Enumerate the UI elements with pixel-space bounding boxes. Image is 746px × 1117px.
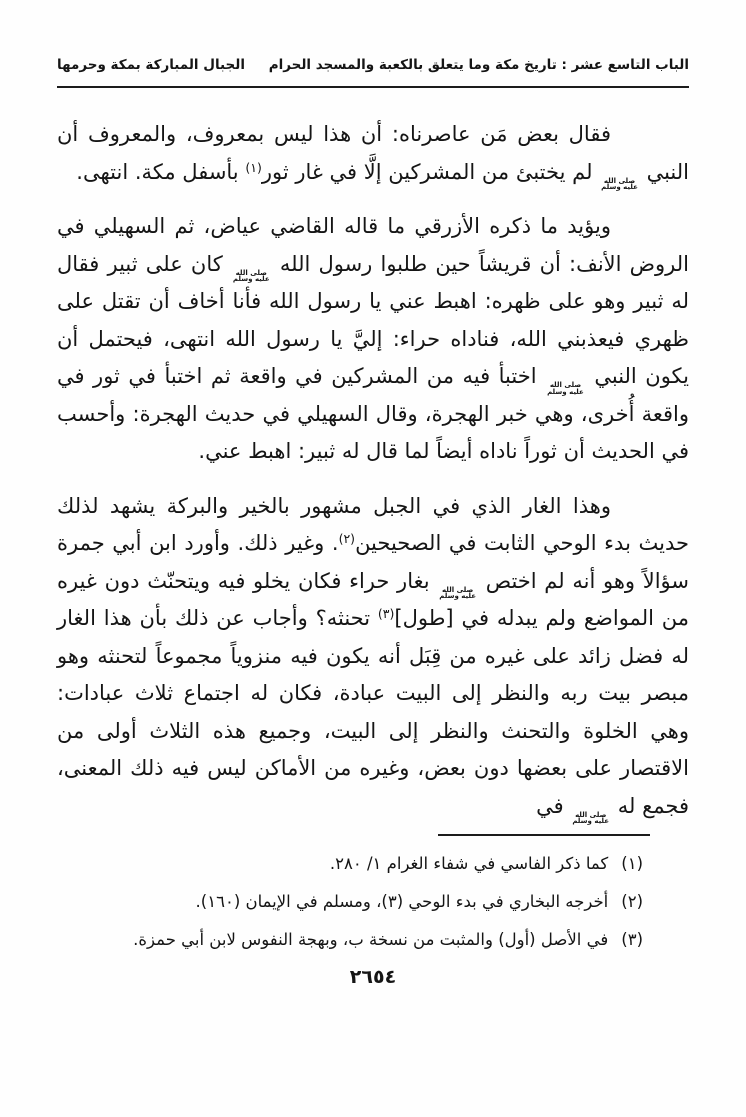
- footnote-row: [57, 921, 643, 959]
- page-header: [57, 57, 689, 88]
- footnote-row: [57, 883, 643, 921]
- saw-honorific-icon: صلى الله عليه وسلم: [601, 176, 638, 191]
- paragraph: ويؤيد ما ذكره الأزرقي ما قاله القاضي عياض، ثم السهيلي في الروض الأنف: أن قريشاً حين طلبوا رسول الله صلى الله عليه وسلم كان على ثبير فقال له ثبير وهو على ظهره: اهبط عني يا رسول الله فأنا أخاف أن تقتل على ظهري فيعذبني الله، فناداه حراء: إليَّ يا رسول الله انتهى، فيحتمل أن يكون النبي صلى الله عليه وسلم اختبأ فيه من المشركين في واقعة ثم اختبأ في ثور في واقعة أُخرى، وهي خبر الهجرة، وقال السهيلي في حديث الهجرة: وأحسب في الحديث أن ثوراً ناداه أيضاً لما قال له ثبير: اهبط عني.: [57, 214, 690, 463]
- header-section-title: الجبال المباركة بمكة وحرمها: [57, 57, 245, 73]
- saw-honorific-icon: صلى الله عليه وسلم: [547, 381, 584, 396]
- page-footer: [57, 834, 689, 988]
- footnote-ref: (٢): [338, 531, 356, 546]
- saw-honorific-icon: صلى الله عليه وسلم: [572, 810, 610, 825]
- page-number: ٢٦٥٤: [349, 966, 397, 988]
- footnote-separator: [438, 834, 650, 836]
- header-chapter-title: الباب التاسع عشر : تاريخ مكة وما يتعلق بالكعبة والمسجد الحرام: [268, 57, 689, 73]
- footnote-number: (١): [621, 854, 643, 873]
- footnote-number: (٣): [621, 930, 643, 949]
- footnote-text: أخرجه البخاري في بدء الوحي (٣)، ومسلم في الإيمان (١٦٠).: [195, 892, 609, 911]
- saw-honorific-icon: صلى الله عليه وسلم: [439, 585, 477, 600]
- footnote-text: كما ذكر الفاسي في شفاء الغرام ١/ ٢٨٠.: [329, 854, 609, 873]
- paragraph: وهذا الغار الذي في الجبل مشهور بالخير والبركة يشهد لذلك حديث بدء الوحي الثابت في الصحيحين$^{(٢)}$. وغير ذلك. وأورد ابن أبي جمرة سؤالاً وهو أنه لم اختص صلى الله عليه وسلم بغار حراء فكان يخلو فيه ويتحنّث دون غيره من المواضع ولم يبدله في [طول]$^{(٣)}$ تحنثه؟ وأجاب عن ذلك بأن هذا الغار له فضل زائد على غيره من قِبَل أنه يكون فيه منزوياً مجموعاً لتحنثه وهو مبصر بيت ربه والنظر إلى البيت عبادة، فكان له اجتماع ثلاث عبادات: وهي الخلوة والتحنث والنظر إلى البيت، وجميع هذه الثلاث أولى من الاقتصار على بعضها دون بعض، وغيره من الأماكن ليس فيه ذلك المعنى، فجمع له صلى الله عليه وسلم في: [57, 493, 689, 825]
- paragraph: فقال بعض مَن عاصرناه: أن هذا ليس بمعروف، والمعروف أن النبي صلى الله عليه وسلم لم يختبئ من المشركين إلَّا في غار ثور$^{(١)}$ بأسفل مكة. انتهى.: [57, 122, 689, 191]
- footnote-text: في الأصل (أول) والمثبت من نسخة ب، وبهجة النفوس لابن أبي حمزة.: [133, 930, 609, 949]
- footnote-row: [57, 845, 643, 883]
- footnote-number: (٢): [621, 892, 643, 911]
- running-head: [57, 57, 689, 73]
- footnote-ref: (٣): [377, 606, 395, 621]
- saw-honorific-icon: صلى الله عليه وسلم: [232, 268, 270, 283]
- footnote-ref: (١): [245, 159, 262, 175]
- body-text: [57, 88, 689, 825]
- footnotes: [57, 845, 689, 959]
